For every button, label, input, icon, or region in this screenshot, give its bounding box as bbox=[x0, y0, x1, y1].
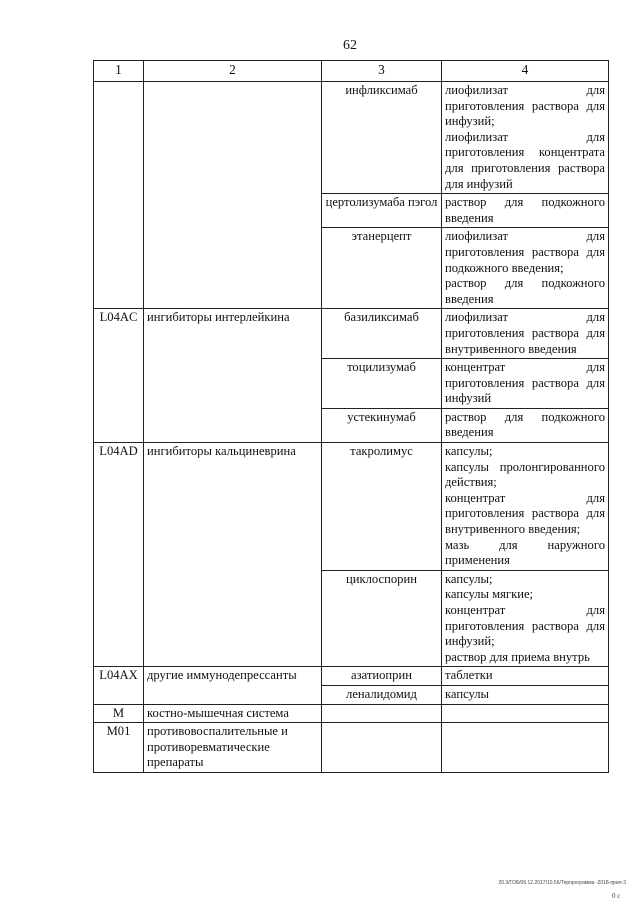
drug-name-cell bbox=[322, 704, 442, 723]
header-cell: 1 bbox=[94, 61, 144, 82]
dosage-forms-cell bbox=[442, 667, 609, 686]
dosage-form-line: лиофилизат для приготовления раствора для внутривенного введения bbox=[445, 310, 605, 356]
atc-code-cell: L04AC bbox=[94, 309, 144, 443]
header-cell: 4 bbox=[442, 61, 609, 82]
dosage-forms-cell bbox=[442, 685, 609, 704]
drug-name-cell: устекинумаб bbox=[322, 408, 442, 442]
atc-code-cell: L04AX bbox=[94, 667, 144, 704]
dosage-form-line: капсулы мягкие; bbox=[445, 587, 534, 602]
drug-name-cell: леналидомид bbox=[322, 685, 442, 704]
group-name-cell bbox=[144, 82, 322, 309]
dosage-form-line: мазь для наружного применения bbox=[445, 537, 605, 568]
atc-code-cell bbox=[94, 82, 144, 309]
atc-code-cell: M01 bbox=[94, 723, 144, 773]
group-name-cell: костно-мышечная система bbox=[144, 704, 322, 723]
dosage-form-line: концентрат для приготовления раствора для инфузий bbox=[445, 360, 605, 406]
group-name-cell: другие иммунодепрессанты bbox=[144, 667, 322, 704]
dosage-form-line: лиофилизат для приготовления концентрата для приготовления раствора для инфузий bbox=[445, 129, 605, 191]
dosage-form-line: лиофилизат для приготовления раствора для подкожного введения; bbox=[445, 229, 605, 275]
group-name-cell: противовоспалительные и противоревматические препараты bbox=[144, 723, 322, 773]
dosage-forms-cell bbox=[442, 443, 609, 571]
dosage-forms-cell bbox=[442, 704, 609, 723]
dosage-forms-cell bbox=[442, 194, 609, 228]
table-row bbox=[94, 723, 609, 773]
header-cell: 2 bbox=[144, 61, 322, 82]
table-row bbox=[94, 82, 609, 194]
dosage-forms-cell bbox=[442, 309, 609, 359]
table-header-row bbox=[94, 61, 609, 82]
table-row bbox=[94, 309, 609, 359]
medicines-table bbox=[93, 60, 609, 773]
dosage-form-line: капсулы пролонгированного действия; bbox=[445, 459, 605, 490]
table-row bbox=[94, 443, 609, 571]
drug-name-cell: базиликсимаб bbox=[322, 309, 442, 359]
drug-name-cell: инфликсимаб bbox=[322, 82, 442, 194]
dosage-form-line: таблетки bbox=[445, 668, 493, 683]
dosage-forms-cell bbox=[442, 408, 609, 442]
dosage-forms-cell bbox=[442, 82, 609, 194]
dosage-form-line: раствор для подкожного введения bbox=[445, 195, 605, 225]
group-name-cell: ингибиторы интерлейкина bbox=[144, 309, 322, 443]
drug-name-cell: этанерцепт bbox=[322, 228, 442, 309]
dosage-form-line: раствор для подкожного введения bbox=[445, 409, 605, 440]
table-row bbox=[94, 667, 609, 686]
atc-code-cell: M bbox=[94, 704, 144, 723]
dosage-form-line: концентрат для приготовления раствора для инфузий; bbox=[445, 603, 605, 649]
table-row bbox=[94, 704, 609, 723]
dosage-form-line: концентрат для приготовления раствора для внутривенного введения; bbox=[445, 490, 605, 537]
dosage-form-line: капсулы; bbox=[445, 444, 493, 459]
dosage-form-line: раствор для приема внутрь bbox=[445, 649, 590, 664]
table-body bbox=[94, 82, 609, 773]
dosage-forms-cell bbox=[442, 359, 609, 409]
atc-code-cell: L04AD bbox=[94, 443, 144, 667]
dosage-forms-cell bbox=[442, 570, 609, 667]
dosage-forms-cell bbox=[442, 228, 609, 309]
dosage-form-line: раствор для подкожного введения bbox=[445, 276, 605, 306]
drug-name-cell: такролимус bbox=[322, 443, 442, 571]
dosage-form-line: капсулы bbox=[445, 686, 490, 701]
drug-name-cell: цертолизумаба пэгол bbox=[322, 194, 442, 228]
drug-name-cell: тоцилизумаб bbox=[322, 359, 442, 409]
footer-mark: 0 с bbox=[612, 892, 621, 900]
page-number: 62 bbox=[343, 38, 357, 53]
dosage-form-line: капсулы; bbox=[445, 571, 493, 586]
dosage-form-line: лиофилизат для приготовления раствора для инфузий; bbox=[445, 83, 605, 129]
drug-name-cell: циклоспорин bbox=[322, 570, 442, 667]
header-cell: 3 bbox=[322, 61, 442, 82]
drug-name-cell: азатиоприн bbox=[322, 667, 442, 686]
dosage-forms-cell bbox=[442, 723, 609, 773]
group-name-cell: ингибиторы кальциневрина bbox=[144, 443, 322, 667]
footer-note: 20.3/ГОБ/06.12.2017/10.56/Терпрограмма -2018-прил-3 bbox=[498, 880, 626, 886]
drug-name-cell bbox=[322, 723, 442, 773]
